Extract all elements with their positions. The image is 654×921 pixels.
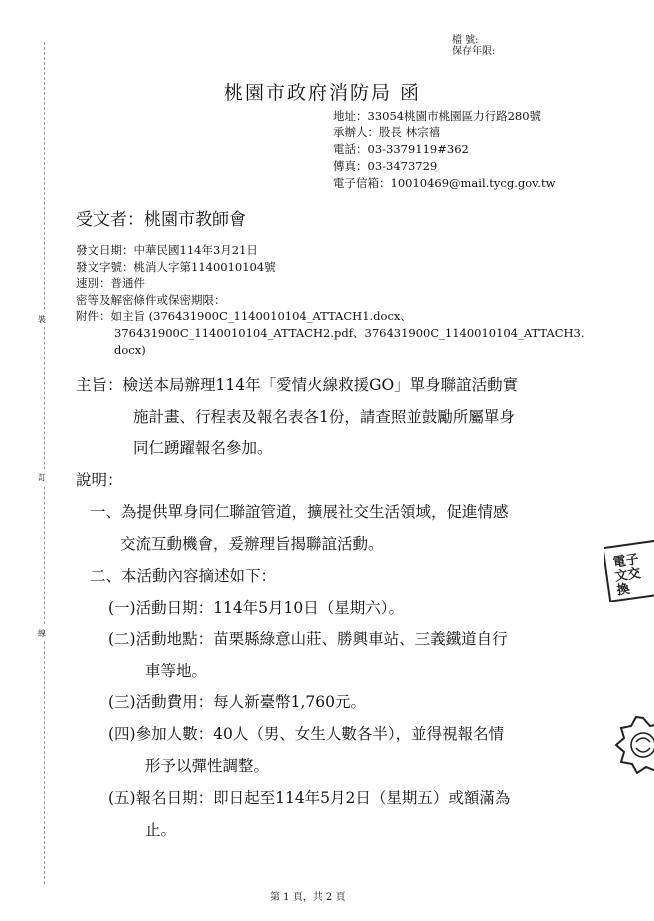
sub-item-registration-line-2: 止。 [145, 821, 177, 839]
sub-item-participants-line-2: 形予以彈性調整。 [145, 757, 270, 775]
recipient: 受文者：桃園市教師會 [76, 210, 246, 230]
electronic-exchange-stamp [604, 540, 654, 602]
svg-text:電子: 電子 [611, 552, 640, 571]
binding-label-top: 裝 [38, 312, 46, 327]
document-number: 發文字號：桃消人字第1140010104號 [76, 260, 276, 274]
contact-email: 電子信箱：10010469@mail.tycg.gov.tw [333, 176, 556, 190]
attachments-line-2: 376431900C_1140010104_ATTACH2.pdf、376431900C_1140010104_ATTACH3. [114, 326, 585, 340]
document-title: 桃園市政府消防局 函 [224, 82, 422, 104]
page-number: 第 1 頁，共 2 頁 [270, 892, 346, 903]
contact-address: 地址：33054桃園市桃園區力行路280號 [333, 109, 542, 123]
sub-item-location-line-1: (二)活動地點：苗栗縣綠意山莊、勝興車站、三義鐵道自行 [108, 630, 508, 648]
subject-line-3: 同仁踴躍報名參加。 [133, 439, 273, 457]
subject-line-2: 施計畫、行程表及報名表各1份，請查照並鼓勵所屬單身 [133, 408, 515, 426]
retention-period-label: 保存年限: [452, 46, 496, 57]
sub-item-participants-line-1: (四)參加人數：40人（男、女生人數各半），並得視報名情 [108, 725, 505, 743]
sub-item-registration-line-1: (五)報名日期：即日起至114年5月2日（星期五）或額滿為 [108, 789, 511, 807]
binding-line [44, 42, 45, 884]
svg-text:換: 換 [615, 581, 631, 599]
explanation-item-1-line-2: 交流互動機會，爰辦理旨揭聯誼活動。 [120, 535, 384, 553]
contact-phone: 電話：03-3379119#362 [333, 142, 469, 156]
sub-item-fee: (三)活動費用：每人新臺幣1,760元。 [108, 693, 366, 711]
delivery-speed: 速別：普通件 [76, 276, 145, 290]
svg-text:文交: 文交 [613, 566, 642, 585]
file-number-label: 檔 號: [452, 35, 479, 46]
sub-item-date: (一)活動日期：114年5月10日（星期六）。 [108, 599, 405, 617]
contact-fax: 傳真：03-3473729 [333, 159, 438, 173]
contact-handler: 承辦人：股長 林宗禧 [333, 125, 441, 139]
attachments-line-3: docx) [114, 343, 146, 357]
binding-label-bottom: 線 [38, 626, 46, 641]
subject-line-1: 主旨：檢送本局辦理114年「愛情火線救援GO」單身聯誼活動實 [76, 376, 519, 394]
official-seal-icon [612, 714, 654, 776]
attachments-line-1: 附件：如主旨 (376431900C_1140010104_ATTACH1.docx、 [76, 309, 412, 323]
issue-date: 發文日期：中華民國114年3月21日 [76, 243, 258, 257]
explanation-item-2: 二、本活動內容摘述如下： [90, 567, 277, 585]
explanation-item-1-line-1: 一、為提供單身同仁聯誼管道，擴展社交生活領域，促進情感 [90, 503, 509, 521]
explanation-heading: 說明： [76, 471, 123, 489]
security-level: 密等及解密條件或保密期限： [76, 293, 226, 307]
sub-item-location-line-2: 車等地。 [145, 662, 208, 680]
binding-label-middle: 訂 [38, 470, 46, 485]
